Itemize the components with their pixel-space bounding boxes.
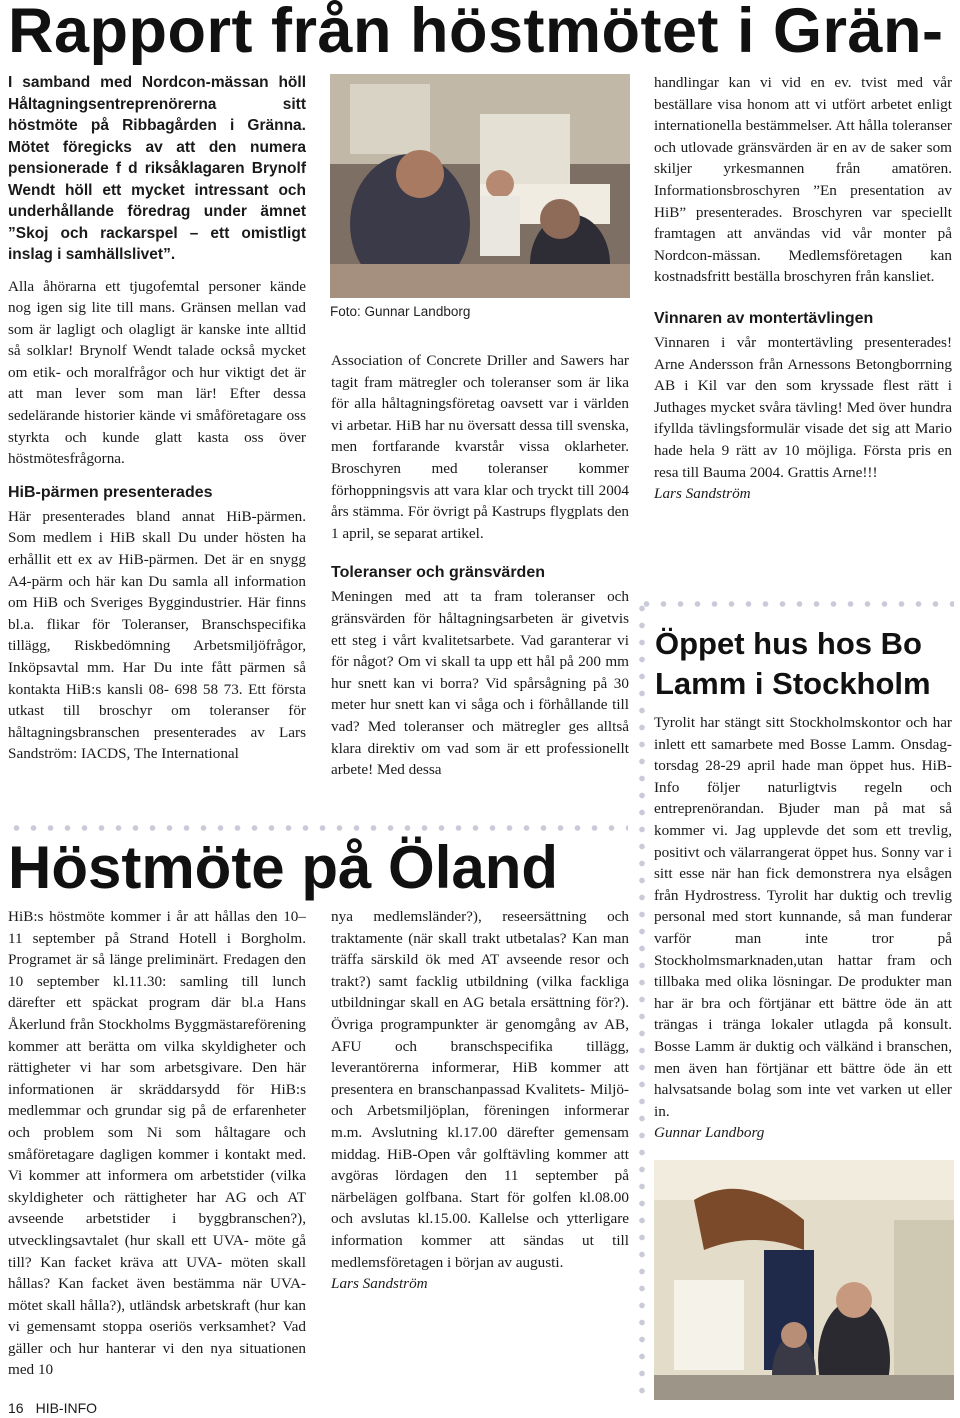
oland-column-1 bbox=[8, 906, 306, 1381]
report-paragraph-4: Meningen med att ta fram toleranser och gränsvärden för håltagningsarbeten är givetvis ett steg i vårt kvalitetsarbete. Vad garanterar vi för något? Om vi skall ta upp ett hål på 200 mm hur snett kan vi borra? Vid spårsågning på 30 meter hur snett kan vi såga och i förhållande till vad? Med toleranser och mätregler ges alltså klara direktiv om vad som är ett professionellt arbete! Med dessa bbox=[331, 588, 629, 779]
dotted-separator-vertical bbox=[638, 600, 646, 1400]
dotted-separator-top-right bbox=[638, 600, 954, 608]
report-signature: Lars Sandström bbox=[654, 485, 751, 503]
dotted-separator-horizontal bbox=[8, 824, 628, 832]
oland-paragraph-2: nya medlemsländer?), reseersättning och traktamente (när skall trakt utbetalas? Kan man träffa särskild ök med AT avseende resor och trakt?) samt facklig utbildning (vilka fackliga utbildningar skall en AG betala ersättning för?). Övriga programpunkter är genomgång av AB, AFU och branschspecifika tillägg, leverantörerna informerar, HiB kommer att presentera en branschanpassad Kvalitets- Miljö- och Arbetsmiljöplan, föreningen informerar m.m. Avslutning kl.17.00 därefter gemensam middag. HiB-Open vår golftävling kommer att avgöras lördagen den 11 september på närbelägen golfbana. Start för golfen kl.08.00 och avslutas kl.15.00. Kallelse och ytterligare information kommer att sändas ut till medlemsföretagen i början av augusti. bbox=[331, 908, 629, 1271]
oland-headline: Höstmöte på Öland bbox=[8, 834, 559, 901]
openhouse-column bbox=[654, 712, 952, 1144]
report-paragraph-2: Här presenterades bland annat HiB-pärmen. Som medlem i HiB skall Du under hösten ha erhållit ett ex av HiB-pärmen. Det är en snygg A4-pärm och här kan Du samla all information om HiB och Sveriges Byggindustrier. Här finns bl.a. flikar för Toleranser, Branschspecifika tillägg, Riskbedömning Arbetsmiljöfrågor, Inköpsavtal mm. Har Du inte fått pärmen så kontakta HiB:s kansli 08- 698 58 73. Ett första utkast till broschyr om toleranser för håltagningsbranschen presenterades av Lars Sandström: IACDS, The International bbox=[8, 507, 306, 763]
report-column-1 bbox=[8, 72, 306, 765]
subheading-toleranser: Toleranser och gränsvärden bbox=[331, 564, 545, 582]
page-footer bbox=[8, 1400, 109, 1416]
openhouse-paragraph-1: Tyrolit har stängt sitt Stockholmskontor och har inlett ett samarbete med Bosse Lamm. Onsdag-torsdag 28-29 april hade man öppet hus. HiB-Info följer naturligtvis regeln och entreprenörandan. Bjuder man på mat så kommer vi. Jag upplevde det som ett trevlig, positivt och välarrangerat öppet hus. Sonny var i sitt esse när han fick demonstrera nya elsågen från Hydrostress. Tyrolit har duktig och trevlig personal med stort kunnande, så man funderar varför man inte tror på Stockholmsmarknaden,utan hattar fram och tillbaka med olika lösningar. De produkter man har är bra och förtjänar ett bättre öde än att trängas i tränga lokaler utlagda på konsult. Bosse Lamm är duktig och välkänd i branschen, men även han förtjänar ett bättre öde än ett halvsatsande bolag som inte vet varken ut eller in. bbox=[654, 714, 952, 1120]
photo-caption: Foto: Gunnar Landborg bbox=[330, 304, 471, 319]
main-headline: Rapport från höstmötet i Grän- bbox=[8, 0, 944, 66]
meeting-photo-drawing bbox=[330, 74, 630, 298]
report-paragraph-3: Association of Concrete Driller and Sawers har tagit fram mätregler och toleranser som är lika för alla håltagningsföretag oavsett var i världen vi arbetar. HiB har nu översatt dessa till svenska, men fortfarande kvarstår vissa oklarheter. Broschyren med toleranser kommer förhoppningsvis att vara klar och tryckt till 2004 års stämma. För övrigt på Kastrups flygplats den 1 april, se separat artikel. bbox=[331, 352, 629, 542]
report-lead: I samband med Nordcon-mässan höll Håltagningsentreprenörerna sitt höstmöte på Ribbagården i Gränna. Mötet föregicks av att den numera pensionerade f d riksåklagaren Brynolf Wendt höll ett mycket intressant och underhållande föredrag under ämnet ”Skoj och rackarspel – ett omistligt inslag i samhällslivet”. bbox=[8, 74, 306, 263]
oland-signature: Lars Sandström bbox=[331, 1275, 428, 1293]
report-column-2 bbox=[331, 350, 629, 781]
subheading-hib-parmen: HiB-pärmen presenterades bbox=[8, 483, 213, 501]
openhouse-signature: Gunnar Landborg bbox=[654, 1124, 765, 1142]
openhouse-headline: Öppet hus hos Bo Lamm i Stockholm bbox=[655, 626, 931, 701]
showroom-photo bbox=[654, 1160, 954, 1400]
report-paragraph-1: Alla åhörarna ett tjugofemtal personer kände nog igen sig lite till mans. Gränsen mellan vad som är lagligt och olagligt är kanske inte alltid så solklar! Brynolf Wendt talade också mycket om etik- och moralfrågor och hur viktigt det är att man lever som man lär! Efter dessa sedelärande historier kände vi småföretagare oss styrkta och kunde glatt kasta oss över höstmötesfrågorna. bbox=[8, 277, 306, 468]
meeting-photo bbox=[330, 74, 630, 298]
report-column-3 bbox=[654, 72, 952, 505]
publication-name: HIB-INFO bbox=[35, 1400, 98, 1416]
oland-column-2 bbox=[331, 906, 629, 1295]
subheading-montertavlingen: Vinnaren av montertävlingen bbox=[654, 309, 874, 327]
page-number: 16 bbox=[8, 1400, 24, 1416]
report-paragraph-5: handlingar kan vi vid en ev. tvist med vår beställare visa honom att vi utfört arbetet enligt internationella bestämmelser. Att hålla toleranser och utlovade gränsvärden är en av de saker som skiljer yrkesmannen från amatören. Informationsbroschyren ”En presentation av HiB” presenterades. Broschyren var speciellt framtagen att användas vid vår monter på Nordcon-mässan. Medlemsföretagen kan kostnadsfritt beställa broschyren från kansliet. bbox=[654, 74, 952, 286]
oland-paragraph-1: HiB:s höstmöte kommer i år att hållas den 10–11 september på Strand Hotell i Borgholm. Programet är så länge preliminärt. Fredagen den 10 september kl.11.30: samling till lunch därefter ett späckat program där bl.a Hans Åkerlund från Stockholms Byggmästareförening kommer att berätta om vilka skyldigheter och rättigheter vi har som arbetsgivare. Den här informationen är skräddarsydd för HiB:s medlemmar och grundar sig på de erfarenheter och problem som Ni som håltagare och småföretagare dagligen kommer i kontakt med. Vi kommer att informera om arbetstider (vilka skyldigheter och rättigheter har AG och AT avseende arbetstider i byggbranschen?), utvecklingsavtalet (hur skall ett UVA- möte gå till? Kan facket kräva att UVA- möten skall hållas? Kan facket även bestämma när UVA- mötet skall hålla?), utländsk arbetskraft (hur kan vi gemensamt stoppa oseriös verksamhet? Vad gäller och hur hanterar vi den nya situationen med 10 bbox=[8, 908, 306, 1379]
showroom-photo-drawing bbox=[654, 1160, 954, 1400]
report-paragraph-6: Vinnaren i vår montertävling presenterades! Arne Andersson från Arnessons Betongborrning AB i Kil var den som kryssade flest rätt i Juthages mycket svåra tävling! Med över hundra ifyllda tävlingsformulär visade det sig att Mario hade hela 9 rätt av 10 möjliga. Första pris en resa till Bauma 2004. Grattis Arne!!! bbox=[654, 333, 952, 481]
